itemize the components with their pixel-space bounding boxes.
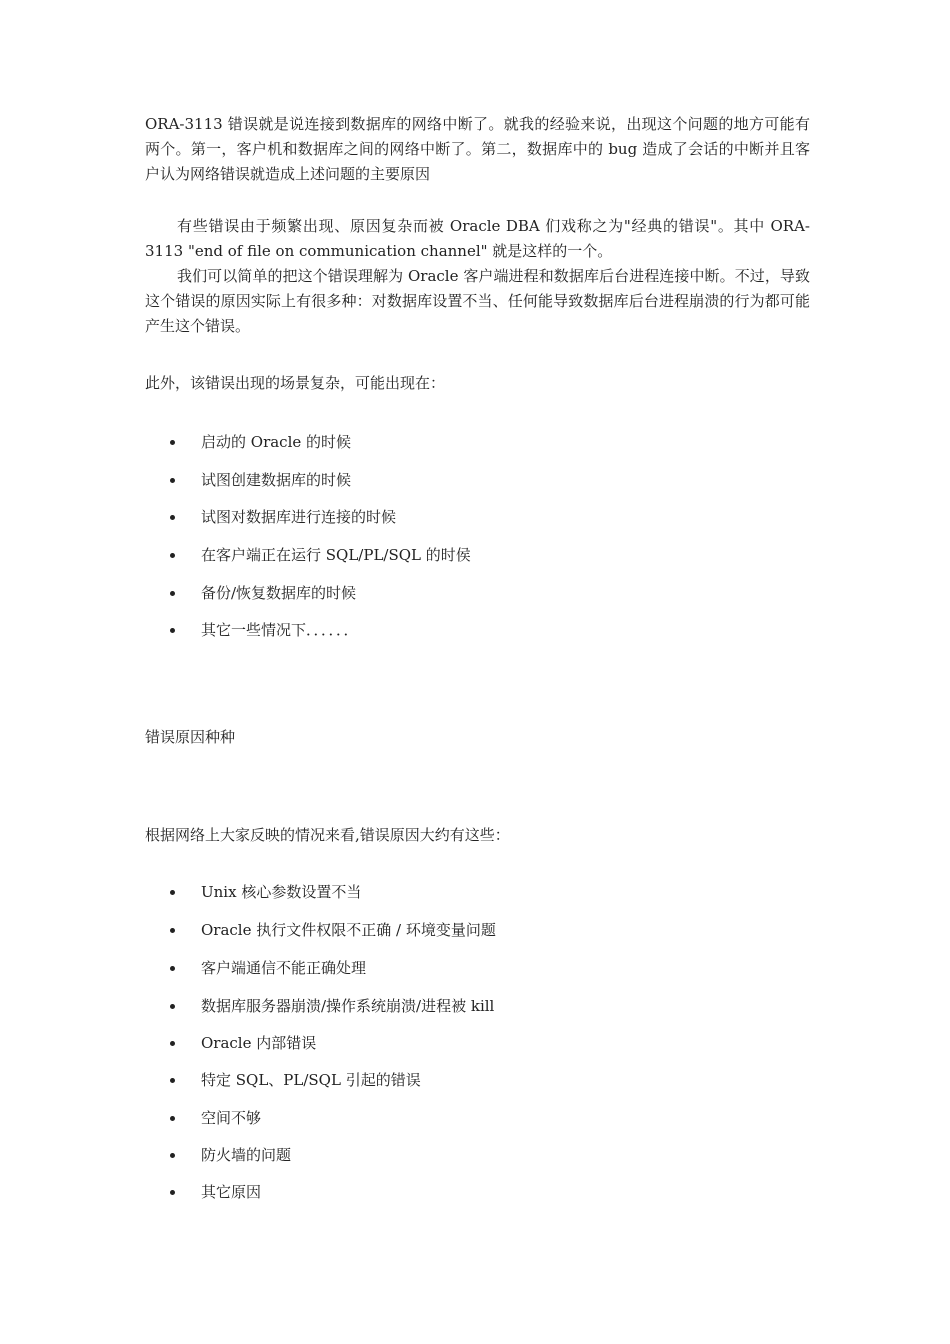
bullet-icon bbox=[170, 890, 175, 895]
bullet-icon bbox=[170, 1041, 175, 1046]
intro-paragraph-2: 有些错误由于频繁出现、原因复杂而被 Oracle DBA 们戏称之为"经典的错误"。其中 ORA-3113 "end of file on communication channel" 就是这样的一个。 bbox=[145, 217, 810, 260]
bullet-icon bbox=[170, 1116, 175, 1121]
bullet-icon bbox=[170, 628, 175, 633]
bullet-icon bbox=[170, 553, 175, 558]
bullet-icon bbox=[170, 1004, 175, 1009]
bullet-icon bbox=[170, 928, 175, 933]
intro-paragraph-3: 我们可以简单的把这个错误理解为 Oracle 客户端进程和数据库后台进程连接中断。不过，导致这个错误的原因实际上有很多种：对数据库设置不当、任何能导致数据库后台进程崩溃的行为都可能产生这个错误。 bbox=[145, 267, 810, 335]
causes-intro: 根据网络上大家反映的情况来看,错误原因大约有这些： bbox=[145, 826, 510, 844]
document-page: ORA-3113 错误就是说连接到数据库的网络中断了。就我的经验来说，出现这个问题的地方可能有两个。第一，客户机和数据库之间的网络中断了。第二，数据库中的 bug 造成了会话的中断并且客户认为网络错误就造成上述问题的主要原因 有些错误由于频繁出现、原因复杂而被 Oracle DBA 们戏称之为"经典的错误"。其中 ORA-3113 "end of file on communication channel" 就是这样的一个。 我们可以简单的把这个错误理解为 Oracle 客户端进程和数据库后台进程连接中断。不过，导致这个错误的原因实际上有很多种：对数据库设置不当、任何能导致数据库后台进程崩溃的行为都可能产生这个错误。 此外，该错误出现的场景复杂，可能出现在： 启动的 Oracle 的时候 试图创建数据库的时候 试图对数据库进行连接的时候 在客户端正在运行 SQL/PL/SQL 的时侯 备份/恢复数据库的时候 其它一些情况下．．．．．． 错误原因种种 根据网络上大家反映的情况来看,错误原因大约有这些： Unix 核心参数设置不当 Oracle 执行文件权限不正确 / 环境变量问题 客户端通信不能正确处理 数据库服务器崩溃/操作系统崩溃/进程被 kill Oracle 内部错误 特定 SQL、PL/SQL 引起的错误 空间不够 防火墙的问题 其它原因 bbox=[0, 0, 950, 1344]
bullet-icon bbox=[170, 591, 175, 596]
intro-paragraph-1: ORA-3113 错误就是说连接到数据库的网络中断了。就我的经验来说，出现这个问题的地方可能有两个。第一，客户机和数据库之间的网络中断了。第二，数据库中的 bug 造成了会话的中断并且客户认为网络错误就造成上述问题的主要原因 bbox=[145, 115, 810, 183]
section-heading: 错误原因种种 bbox=[145, 728, 236, 746]
bullet-icon bbox=[170, 440, 175, 445]
bullet-icon bbox=[170, 1190, 175, 1195]
bullet-icon bbox=[170, 966, 175, 971]
bullet-icon bbox=[170, 515, 175, 520]
scenarios-intro: 此外，该错误出现的场景复杂，可能出现在： bbox=[145, 374, 446, 392]
bullet-icon bbox=[170, 1078, 175, 1083]
bullet-icon bbox=[170, 1153, 175, 1158]
bullet-icon bbox=[170, 478, 175, 483]
